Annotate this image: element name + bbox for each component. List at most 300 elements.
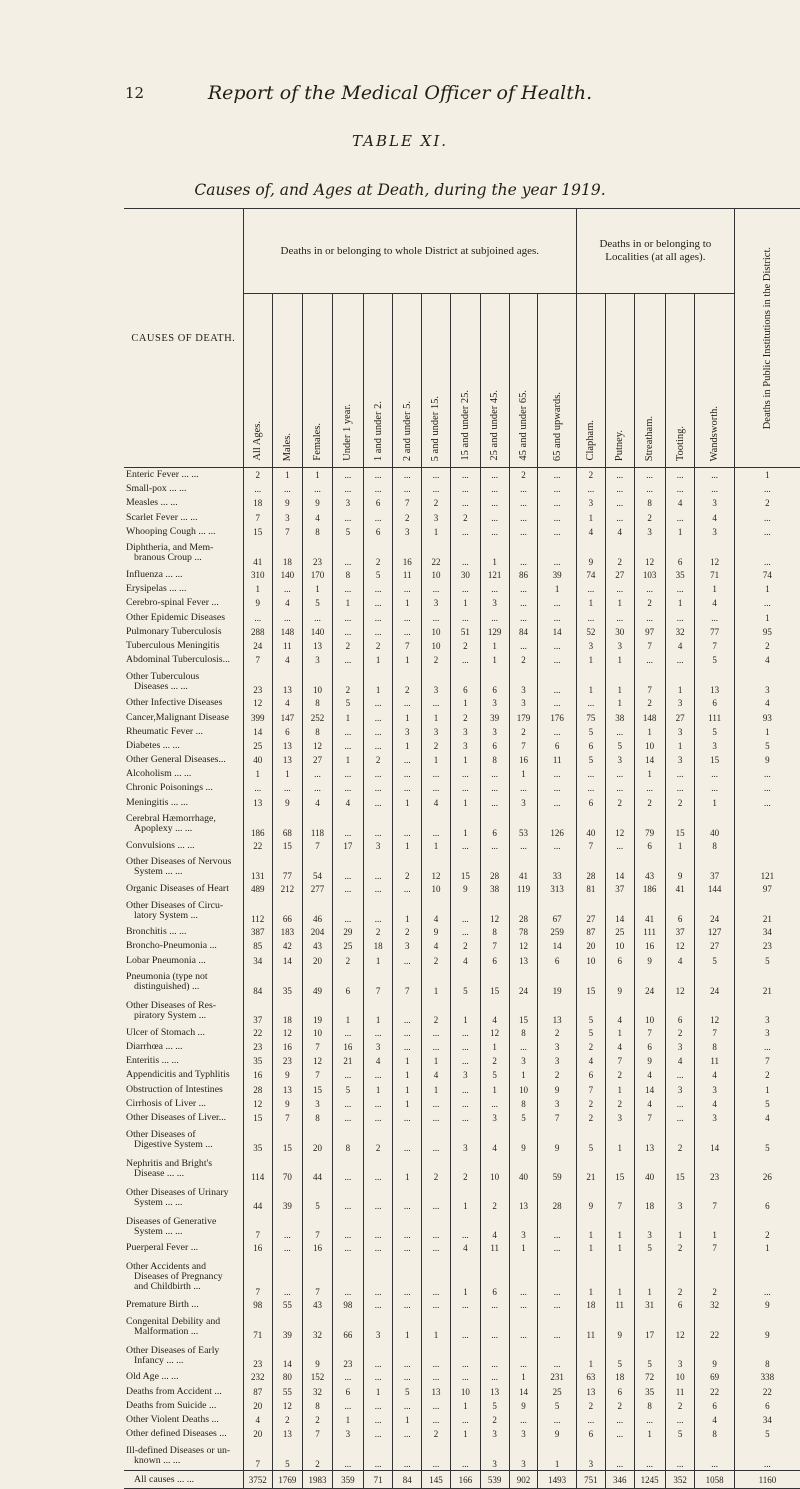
value-cell: 1 [665, 667, 695, 696]
value-cell: 2 [363, 753, 393, 767]
value-cell: ... [634, 582, 665, 596]
value-cell: ... [363, 781, 393, 795]
table-row [124, 611, 800, 625]
value-cell: ... [393, 1255, 422, 1298]
value-cell: ... [450, 1341, 480, 1370]
value-cell: ... [538, 539, 576, 568]
value-cell: ... [363, 482, 393, 496]
value-cell: ... [538, 468, 576, 483]
value-cell: 74 [576, 568, 605, 582]
value-cell: 2 [634, 696, 665, 710]
value-cell: ... [734, 482, 800, 496]
value-cell: 6 [538, 954, 576, 968]
value-cell: 3 [665, 1082, 695, 1096]
value-cell: ... [665, 611, 695, 625]
value-cell: 1 [665, 839, 695, 853]
value-cell: 1 [363, 653, 393, 667]
value-cell: 1 [634, 725, 665, 739]
value-cell: 13 [576, 1385, 605, 1399]
value-cell: ... [480, 511, 509, 525]
value-cell: 1 [333, 710, 364, 724]
value-cell: 8 [302, 696, 332, 710]
value-cell: ... [363, 696, 393, 710]
value-cell: 2 [734, 496, 800, 510]
value-cell: ... [393, 781, 422, 795]
value-cell: ... [450, 1040, 480, 1054]
value-cell: 2 [509, 468, 538, 483]
cause-cell: Scarlet Fever ... ... [126, 511, 198, 523]
value-cell: 9 [605, 1312, 634, 1341]
value-cell: 7 [634, 1026, 665, 1040]
value-cell: 8 [509, 1097, 538, 1111]
value-cell: ... [695, 767, 734, 781]
table-row [124, 1427, 800, 1441]
cause-cell: Other Diseases of Early Infancy ... ... [126, 1344, 220, 1366]
value-cell: 53 [509, 810, 538, 839]
table-row [124, 1154, 800, 1183]
value-cell: 24 [243, 639, 272, 653]
value-cell: ... [509, 525, 538, 539]
value-cell: 5 [605, 1341, 634, 1370]
value-cell: 3 [450, 739, 480, 753]
value-cell: 1 [422, 1054, 451, 1068]
value-cell: 114 [243, 1154, 272, 1183]
value-cell: 7 [634, 667, 665, 696]
value-cell: 86 [509, 568, 538, 582]
table-row [124, 1040, 800, 1054]
table-row [124, 725, 800, 739]
value-cell: 1 [272, 468, 302, 483]
value-cell: 9 [272, 1097, 302, 1111]
value-cell: 1 [363, 954, 393, 968]
value-cell: ... [393, 482, 422, 496]
value-cell: 12 [480, 896, 509, 925]
value-cell: ... [538, 1413, 576, 1427]
value-cell: 14 [538, 625, 576, 639]
value-cell: 15 [665, 810, 695, 839]
value-cell: ... [695, 781, 734, 795]
value-cell: 1 [302, 582, 332, 596]
value-cell: 3 [480, 725, 509, 739]
value-cell: ... [272, 781, 302, 795]
value-cell: 6 [665, 1298, 695, 1312]
value-cell: ... [538, 653, 576, 667]
value-cell: 9 [302, 1341, 332, 1370]
value-cell: ... [363, 1399, 393, 1413]
value-cell: ... [538, 839, 576, 853]
value-cell: ... [509, 482, 538, 496]
value-cell: 7 [272, 525, 302, 539]
value-cell: 1 [333, 753, 364, 767]
value-cell: 5 [634, 1341, 665, 1370]
value-cell: ... [480, 468, 509, 483]
value-cell: ... [363, 1212, 393, 1241]
value-cell: 2 [363, 1125, 393, 1154]
value-cell: 4 [734, 1111, 800, 1125]
value-cell: 5 [576, 753, 605, 767]
value-cell: ... [695, 468, 734, 483]
report-title: Report of the Medical Officer of Health. [207, 82, 593, 104]
value-cell: ... [422, 1255, 451, 1298]
value-cell: 10 [634, 997, 665, 1026]
value-cell: 3 [538, 1097, 576, 1111]
value-cell: ... [665, 1111, 695, 1125]
value-cell: 259 [538, 925, 576, 939]
value-cell: 3 [509, 1427, 538, 1441]
value-cell: 87 [243, 1385, 272, 1399]
value-cell: 1 [605, 1241, 634, 1255]
value-cell: 170 [302, 568, 332, 582]
value-cell: 140 [302, 625, 332, 639]
value-cell: 13 [272, 739, 302, 753]
value-cell: ... [363, 1413, 393, 1427]
value-cell: 3 [302, 1097, 332, 1111]
value-cell: 2 [634, 511, 665, 525]
value-cell: 23 [272, 1054, 302, 1068]
value-cell: ... [393, 810, 422, 839]
cause-cell: Rheumatic Fever ... [126, 725, 203, 737]
value-cell: 3 [576, 1441, 605, 1471]
value-cell: 3 [665, 1183, 695, 1212]
value-cell: 3 [734, 667, 800, 696]
value-cell: ... [605, 781, 634, 795]
value-cell: 21 [576, 1154, 605, 1183]
value-cell: 121 [734, 853, 800, 882]
value-cell: 39 [272, 1312, 302, 1341]
value-cell: 7 [272, 1111, 302, 1125]
value-cell: 12 [509, 939, 538, 953]
value-cell: 1 [576, 667, 605, 696]
value-cell: ... [734, 511, 800, 525]
value-cell: 1 [480, 1082, 509, 1096]
value-cell: 3 [333, 496, 364, 510]
value-cell: 2 [509, 725, 538, 739]
value-cell: 3 [393, 725, 422, 739]
cause-cell: Cerebro-spinal Fever ... [126, 597, 219, 609]
value-cell: 18 [363, 939, 393, 953]
value-cell: 489 [243, 882, 272, 896]
value-cell: ... [634, 468, 665, 483]
table-row [124, 1097, 800, 1111]
column-header: 1 and under 2. [363, 294, 393, 468]
cause-cell: Puerperal Fever ... [126, 1242, 199, 1254]
value-cell: ... [393, 1341, 422, 1370]
value-cell: 11 [605, 1298, 634, 1312]
value-cell: 1 [422, 839, 451, 853]
value-cell: ... [605, 482, 634, 496]
cause-cell: Pulmonary Tuberculosis [126, 625, 222, 637]
value-cell: 1 [634, 1255, 665, 1298]
value-cell: ... [243, 611, 272, 625]
table-row [124, 939, 800, 953]
value-cell: 7 [605, 1054, 634, 1068]
value-cell: 7 [480, 939, 509, 953]
value-cell: 5 [333, 1082, 364, 1096]
value-cell: 2 [422, 653, 451, 667]
value-cell: 3 [634, 525, 665, 539]
value-cell: ... [450, 1370, 480, 1384]
value-cell: 26 [734, 1154, 800, 1183]
cause-cell: Congenital Debility and Malformation ... [126, 1315, 221, 1337]
value-cell: 22 [695, 1312, 734, 1341]
value-cell: ... [393, 1111, 422, 1125]
value-cell: ... [363, 896, 393, 925]
value-cell: ... [363, 739, 393, 753]
value-cell: 13 [302, 639, 332, 653]
value-cell: 7 [302, 1212, 332, 1241]
value-cell: 6 [665, 997, 695, 1026]
value-cell: 5 [480, 1399, 509, 1413]
value-cell: 12 [422, 853, 451, 882]
value-cell: ... [538, 639, 576, 653]
value-cell: 1 [363, 1385, 393, 1399]
value-cell: 37 [665, 925, 695, 939]
value-cell: 7 [302, 1255, 332, 1298]
value-cell: 1 [450, 696, 480, 710]
value-cell: ... [333, 896, 364, 925]
value-cell: 1 [272, 767, 302, 781]
cause-cell: Broncho-Pneumonia ... [126, 940, 217, 952]
value-cell: ... [734, 767, 800, 781]
value-cell: 13 [634, 1125, 665, 1154]
value-cell: 111 [695, 710, 734, 724]
value-cell: 1493 [538, 1471, 576, 1489]
value-cell: 84 [243, 968, 272, 997]
value-cell: ... [605, 496, 634, 510]
value-cell: ... [576, 767, 605, 781]
value-cell: 13 [243, 796, 272, 810]
table-row [124, 596, 800, 610]
value-cell: ... [605, 1413, 634, 1427]
value-cell: 16 [243, 1068, 272, 1082]
value-cell: 1 [605, 1212, 634, 1241]
value-cell: 1 [576, 511, 605, 525]
value-cell: 41 [243, 539, 272, 568]
value-cell: 2 [576, 1111, 605, 1125]
value-cell: ... [393, 1212, 422, 1241]
value-cell: 15 [243, 1111, 272, 1125]
value-cell: 1 [665, 1212, 695, 1241]
value-cell: 3 [480, 696, 509, 710]
value-cell: 4 [450, 1241, 480, 1255]
value-cell: 2 [393, 925, 422, 939]
value-cell: 4 [605, 525, 634, 539]
value-cell: 3 [363, 839, 393, 853]
value-cell: 37 [695, 853, 734, 882]
value-cell: 4 [272, 696, 302, 710]
value-cell: 1 [576, 1341, 605, 1370]
value-cell: ... [363, 611, 393, 625]
value-cell: ... [450, 496, 480, 510]
value-cell: ... [422, 1040, 451, 1054]
value-cell: 5 [734, 1427, 800, 1441]
value-cell: 55 [272, 1385, 302, 1399]
value-cell: ... [422, 1413, 451, 1427]
value-cell: 3 [302, 653, 332, 667]
value-cell: 23 [695, 1154, 734, 1183]
value-cell: ... [576, 1413, 605, 1427]
value-cell: 232 [243, 1370, 272, 1384]
value-cell: 5 [538, 1399, 576, 1413]
value-cell: 15 [576, 968, 605, 997]
column-header: All Ages. [243, 294, 272, 468]
value-cell: ... [665, 1441, 695, 1471]
cause-cell: Other Epidemic Diseases [126, 611, 226, 623]
value-cell: 6 [576, 796, 605, 810]
value-cell: 5 [695, 653, 734, 667]
value-cell: 1 [734, 468, 800, 483]
value-cell: 12 [272, 1399, 302, 1413]
value-cell: 1 [393, 1097, 422, 1111]
value-cell: 2 [333, 954, 364, 968]
value-cell: ... [363, 853, 393, 882]
value-cell: 4 [422, 796, 451, 810]
value-cell: 22 [695, 1385, 734, 1399]
value-cell: 5 [302, 596, 332, 610]
value-cell: 2 [422, 997, 451, 1026]
value-cell: 27 [302, 753, 332, 767]
value-cell: ... [363, 1298, 393, 1312]
value-cell: ... [538, 796, 576, 810]
value-cell: 72 [634, 1370, 665, 1384]
table-row [124, 1082, 800, 1096]
value-cell: 15 [605, 1154, 634, 1183]
value-cell: 12 [302, 739, 332, 753]
value-cell: ... [393, 753, 422, 767]
value-cell: ... [665, 1097, 695, 1111]
value-cell: ... [480, 1097, 509, 1111]
value-cell: 4 [695, 1097, 734, 1111]
value-cell: 13 [480, 1385, 509, 1399]
value-cell: 10 [422, 568, 451, 582]
table-row [124, 539, 800, 568]
value-cell: 28 [538, 1183, 576, 1212]
table-row [124, 781, 800, 795]
cause-cell: Other Diseases of Circu- latory System ... [126, 899, 224, 921]
value-cell: ... [363, 767, 393, 781]
value-cell: 4 [480, 1212, 509, 1241]
value-cell: ... [450, 767, 480, 781]
value-cell: ... [605, 1427, 634, 1441]
value-cell: 46 [302, 896, 332, 925]
value-cell: ... [450, 1413, 480, 1427]
value-cell: 23 [734, 939, 800, 953]
value-cell: 1 [576, 653, 605, 667]
value-cell: ... [450, 839, 480, 853]
value-cell: 35 [272, 968, 302, 997]
value-cell: 2 [605, 539, 634, 568]
value-cell: 7 [393, 496, 422, 510]
value-cell: 1 [605, 696, 634, 710]
value-cell: 44 [243, 1183, 272, 1212]
value-cell: 15 [243, 525, 272, 539]
value-cell: ... [393, 625, 422, 639]
value-cell: 9 [243, 596, 272, 610]
cause-cell: Organic Diseases of Heart [126, 883, 229, 895]
value-cell: ... [665, 468, 695, 483]
table-row [124, 739, 800, 753]
value-cell: 1 [576, 1212, 605, 1241]
value-cell: 7 [393, 639, 422, 653]
value-cell: 3 [363, 1040, 393, 1054]
value-cell: 16 [333, 1040, 364, 1054]
value-cell: 288 [243, 625, 272, 639]
value-cell: 1 [605, 596, 634, 610]
value-cell: ... [734, 539, 800, 568]
value-cell: ... [605, 611, 634, 625]
table-row [124, 767, 800, 781]
value-cell: 4 [734, 696, 800, 710]
value-cell: 2 [605, 1097, 634, 1111]
value-cell: ... [243, 781, 272, 795]
value-cell: 399 [243, 710, 272, 724]
value-cell: 5 [734, 1125, 800, 1154]
value-cell: 27 [695, 939, 734, 953]
value-cell: 15 [695, 753, 734, 767]
value-cell: ... [363, 810, 393, 839]
value-cell: 11 [272, 639, 302, 653]
value-cell: ... [272, 1255, 302, 1298]
value-cell: 7 [634, 639, 665, 653]
value-cell: 3 [509, 667, 538, 696]
value-cell: 902 [509, 1471, 538, 1489]
value-cell: 118 [302, 810, 332, 839]
value-cell: 277 [302, 882, 332, 896]
table-row [124, 954, 800, 968]
cause-cell: Other Tuberculous Diseases ... ... [126, 670, 200, 692]
table-row [124, 1341, 800, 1370]
value-cell: 1 [393, 1312, 422, 1341]
value-cell: 4 [422, 939, 451, 953]
value-cell: 148 [634, 710, 665, 724]
value-cell: 1 [393, 1054, 422, 1068]
causes-header: CAUSES OF DEATH. [124, 209, 243, 468]
value-cell: 12 [302, 1054, 332, 1068]
value-cell: ... [665, 582, 695, 596]
cause-cell: Appendicitis and Typhlitis [126, 1069, 230, 1081]
value-cell: 7 [538, 1111, 576, 1125]
value-cell: 13 [509, 954, 538, 968]
value-cell: 12 [665, 1312, 695, 1341]
value-cell: 25 [605, 925, 634, 939]
cause-cell: Cerebral Hæmorrhage, Apoplexy ... ... [126, 813, 216, 835]
value-cell: 32 [665, 625, 695, 639]
value-cell: ... [363, 468, 393, 483]
value-cell: 5 [393, 1385, 422, 1399]
value-cell: 1 [333, 997, 364, 1026]
value-cell: 3 [450, 725, 480, 739]
value-cell: ... [538, 696, 576, 710]
value-cell: ... [734, 596, 800, 610]
value-cell: ... [393, 767, 422, 781]
value-cell: 1 [734, 1082, 800, 1096]
value-cell: 1 [393, 796, 422, 810]
cause-cell: Erysipelas ... ... [126, 583, 187, 595]
value-cell: ... [480, 1312, 509, 1341]
value-cell: ... [605, 839, 634, 853]
table-row [124, 810, 800, 839]
value-cell: 23 [333, 1341, 364, 1370]
value-cell: 1 [302, 468, 332, 483]
value-cell: ... [538, 1341, 576, 1370]
value-cell: 28 [509, 896, 538, 925]
value-cell: 8 [695, 1427, 734, 1441]
value-cell: 1 [422, 968, 451, 997]
value-cell: 1245 [634, 1471, 665, 1489]
value-cell: ... [272, 1212, 302, 1241]
table-row [124, 1370, 800, 1384]
value-cell: ... [450, 1054, 480, 1068]
